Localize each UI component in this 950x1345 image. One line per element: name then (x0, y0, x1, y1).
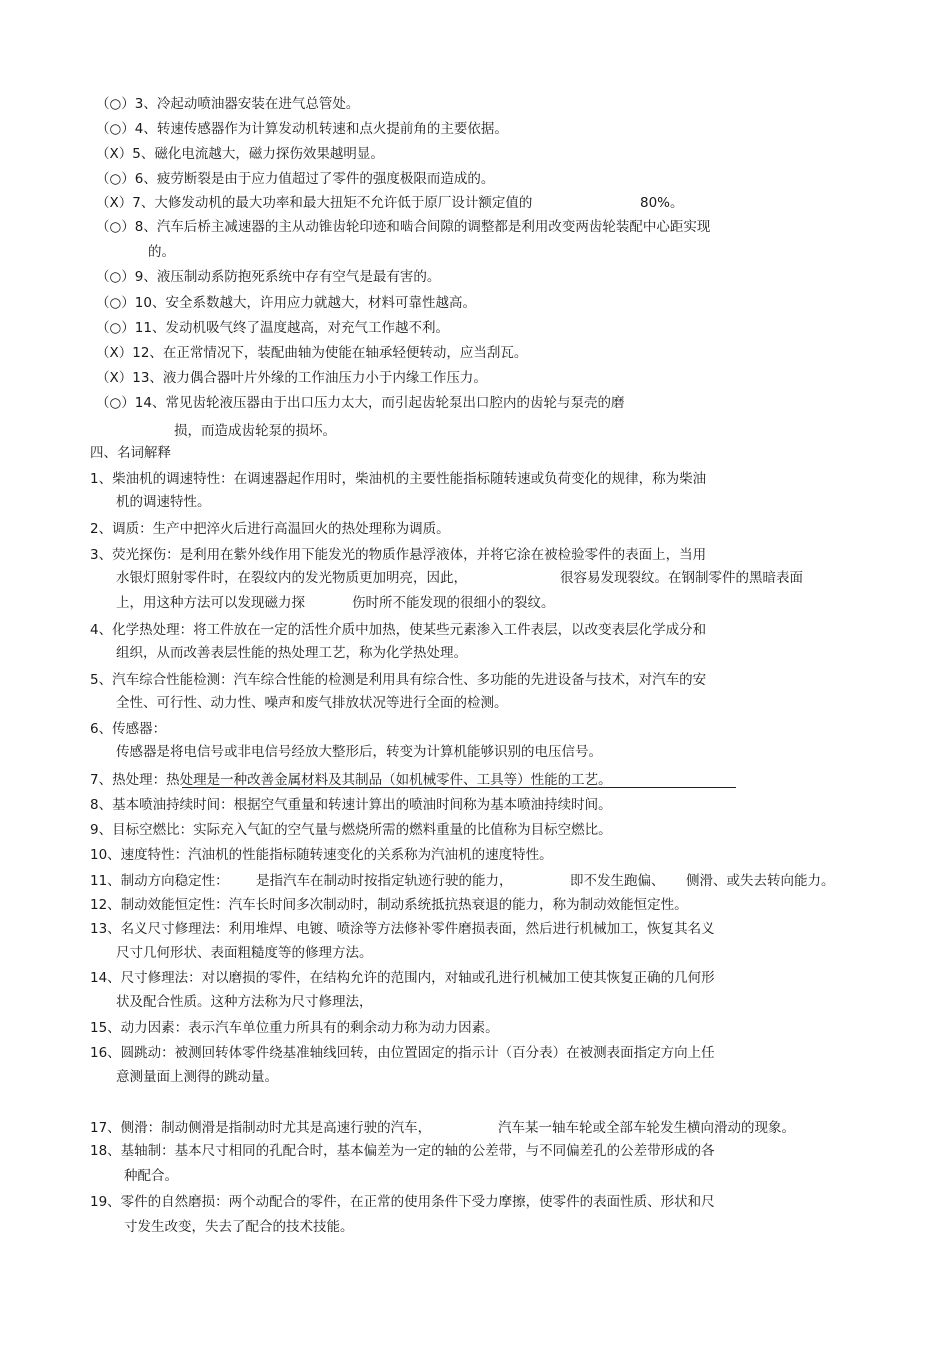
answer-mark: （○） (96, 269, 135, 285)
term-definition: 15、动力因素：表示汽车单位重力所具有的剩余动力称为动力因素。 (90, 1020, 499, 1036)
judgment-item (96, 120, 508, 138)
item-text: 10、安全系数越大，许用应力就越大，材料可靠性越高。 (134, 295, 476, 311)
term-definition: 5、汽车综合性能检测：汽车综合性能的检测是利用具有综合性、多功能的先进设备与技术，对汽车的安 (90, 672, 707, 688)
answer-mark: （○） (96, 219, 135, 235)
term-definition-continued: 上，用这种方法可以发现磁力探 (116, 595, 305, 611)
term-definition-continued: 很容易发现裂纹。在钢制零件的黑暗表面 (560, 570, 803, 586)
judgment-item (96, 344, 527, 362)
term-definition: 3、荧光探伤：是利用在紫外线作用下能发光的物质作悬浮液体，并将它涂在被检验零件的表面上，当用 (90, 547, 707, 563)
term-definition-part: 即不发生跑偏、 (570, 873, 665, 889)
term-definition-continued: 寸发生改变，失去了配合的技术技能。 (124, 1219, 354, 1235)
judgment-item (96, 194, 532, 212)
judgment-item (96, 319, 449, 337)
term-definition: 4、化学热处理：将工件放在一定的活性介质中加热，使某些元素渗入工件表层，以改变表层化学成分和 (90, 622, 707, 638)
section-title: 四、名词解释 (90, 445, 171, 461)
judgment-item (96, 394, 624, 412)
term-definition: 19、零件的自然磨损：两个动配合的零件，在正常的使用条件下受力摩擦，使零件的表面性质、形状和尺 (90, 1194, 715, 1210)
answer-mark: （X） (96, 146, 133, 162)
item-text: 3、冷起动喷油器安装在进气总管处。 (134, 96, 360, 112)
term-definition-continued: 机的调速特性。 (116, 494, 211, 510)
item-text: 6、疲劳断裂是由于应力值超过了零件的强度极限而造成的。 (134, 171, 495, 187)
item-text-continued: 的。 (148, 244, 175, 260)
answer-mark: （○） (96, 96, 135, 112)
answer-mark: （X） (96, 345, 133, 361)
judgment-item (96, 95, 359, 113)
judgment-item (96, 170, 494, 188)
answer-mark: （X） (96, 195, 133, 211)
judgment-item (96, 145, 384, 163)
item-text: 7、大修发动机的最大功率和最大扭矩不允许低于原厂设计额定值的 (132, 195, 533, 211)
judgment-item (96, 218, 710, 236)
term-definition: 14、尺寸修理法：对以磨损的零件，在结构允许的范围内，对轴或孔进行机械加工使其恢复正确的几何形 (90, 970, 715, 986)
term-definition-part: 侧滑、或失去转向能力。 (686, 873, 835, 889)
item-text: 14、常见齿轮液压器由于出口压力太大，而引起齿轮泵出口腔内的齿轮与泵壳的磨 (134, 395, 625, 411)
term-definition: 12、制动效能恒定性：汽车长时间多次制动时，制动系统抵抗热衰退的能力，称为制动效能恒定性。 (90, 897, 688, 913)
answer-mark: （○） (96, 171, 135, 187)
term-definition: 18、基轴制：基本尺寸相同的孔配合时，基本偏差为一定的轴的公差带，与不同偏差孔的公差带形成的各 (90, 1143, 715, 1159)
term-definition: 1、柴油机的调速特性：在调速器起作用时，柴油机的主要性能指标随转速或负荷变化的规律，称为柴油 (90, 471, 707, 487)
answer-mark: （○） (96, 121, 135, 137)
item-text-suffix: 80%。 (640, 195, 684, 211)
term-definition: 17、侧滑：制动侧滑是指制动时尤其是高速行驶的汽车， (90, 1120, 432, 1136)
judgment-item (96, 268, 440, 286)
item-text: 8、汽车后桥主减速器的主从动锥齿轮印迹和啮合间隙的调整都是利用改变两齿轮装配中心距实现 (134, 219, 711, 235)
term-definition: 10、速度特性：汽油机的性能指标随转速变化的关系称为汽油机的速度特性。 (90, 847, 553, 863)
term-definition-continued: 伤时所不能发现的很细小的裂纹。 (352, 595, 555, 611)
item-text: 5、磁化电流越大，磁力探伤效果越明显。 (132, 146, 384, 162)
term-definition: 6、传感器： (90, 721, 167, 737)
term-definition: 16、圆跳动：被测回转体零件绕基准轴线回转，由位置固定的指示计（百分表）在被测表面指定方向上任 (90, 1045, 715, 1061)
underline-rule (182, 787, 736, 788)
answer-mark: （○） (96, 395, 135, 411)
item-text-continued: 损，而造成齿轮泵的损坏。 (174, 423, 336, 439)
term-definition: 8、基本喷油持续时间：根据空气重量和转速计算出的喷油时间称为基本喷油持续时间。 (90, 797, 612, 813)
term-definition-continued: 水银灯照射零件时，在裂纹内的发光物质更加明亮，因此， (116, 570, 467, 586)
term-definition-continued: 种配合。 (124, 1168, 178, 1184)
term-definition-continued: 尺寸几何形状、表面粗糙度等的修理方法。 (116, 945, 373, 961)
term-definition-continued: 组织，从而改善表层性能的热处理工艺，称为化学热处理。 (116, 645, 467, 661)
term-definition: 7、热处理：热处理是一种改善金属材料及其制品（如机械零件、工具等）性能的工艺。 (90, 772, 612, 788)
term-definition-continued: 状及配合性质。这种方法称为尺寸修理法， (116, 994, 373, 1010)
term-definition-continued: 全性、可行性、动力性、噪声和废气排放状况等进行全面的检测。 (116, 695, 508, 711)
term-definition-part: 是指汽车在制动时按指定轨迹行驶的能力， (256, 873, 513, 889)
judgment-item (96, 369, 487, 387)
term-definition: 2、调质：生产中把淬火后进行高温回火的热处理称为调质。 (90, 521, 450, 537)
term-definition-continued: 意测量面上测得的跳动量。 (116, 1069, 278, 1085)
judgment-item (96, 294, 476, 312)
term-definition: 11、制动方向稳定性： (90, 873, 229, 889)
item-text: 4、转速传感器作为计算发动机转速和点火提前角的主要依据。 (134, 121, 508, 137)
answer-mark: （○） (96, 320, 135, 336)
answer-mark: （X） (96, 370, 133, 386)
item-text: 11、发动机吸气终了温度越高，对充气工作越不利。 (134, 320, 449, 336)
term-definition-part: 汽车某一轴车轮或全部车轮发生横向滑动的现象。 (498, 1120, 795, 1136)
term-definition: 9、目标空燃比：实际充入气缸的空气量与燃烧所需的燃料重量的比值称为目标空燃比。 (90, 822, 612, 838)
term-definition: 13、名义尺寸修理法：利用堆焊、电镀、喷涂等方法修补零件磨损表面，然后进行机械加工，恢复其名义 (90, 921, 715, 937)
answer-mark: （○） (96, 295, 135, 311)
item-text: 9、液压制动系防抱死系统中存有空气是最有害的。 (134, 269, 441, 285)
item-text: 12、在正常情况下，装配曲轴为使能在轴承轻便转动，应当刮瓦。 (132, 345, 528, 361)
item-text: 13、液力偶合器叶片外缘的工作油压力小于内缘工作压力。 (132, 370, 487, 386)
term-definition-continued: 传感器是将电信号或非电信号经放大整形后，转变为计算机能够识别的电压信号。 (116, 744, 602, 760)
